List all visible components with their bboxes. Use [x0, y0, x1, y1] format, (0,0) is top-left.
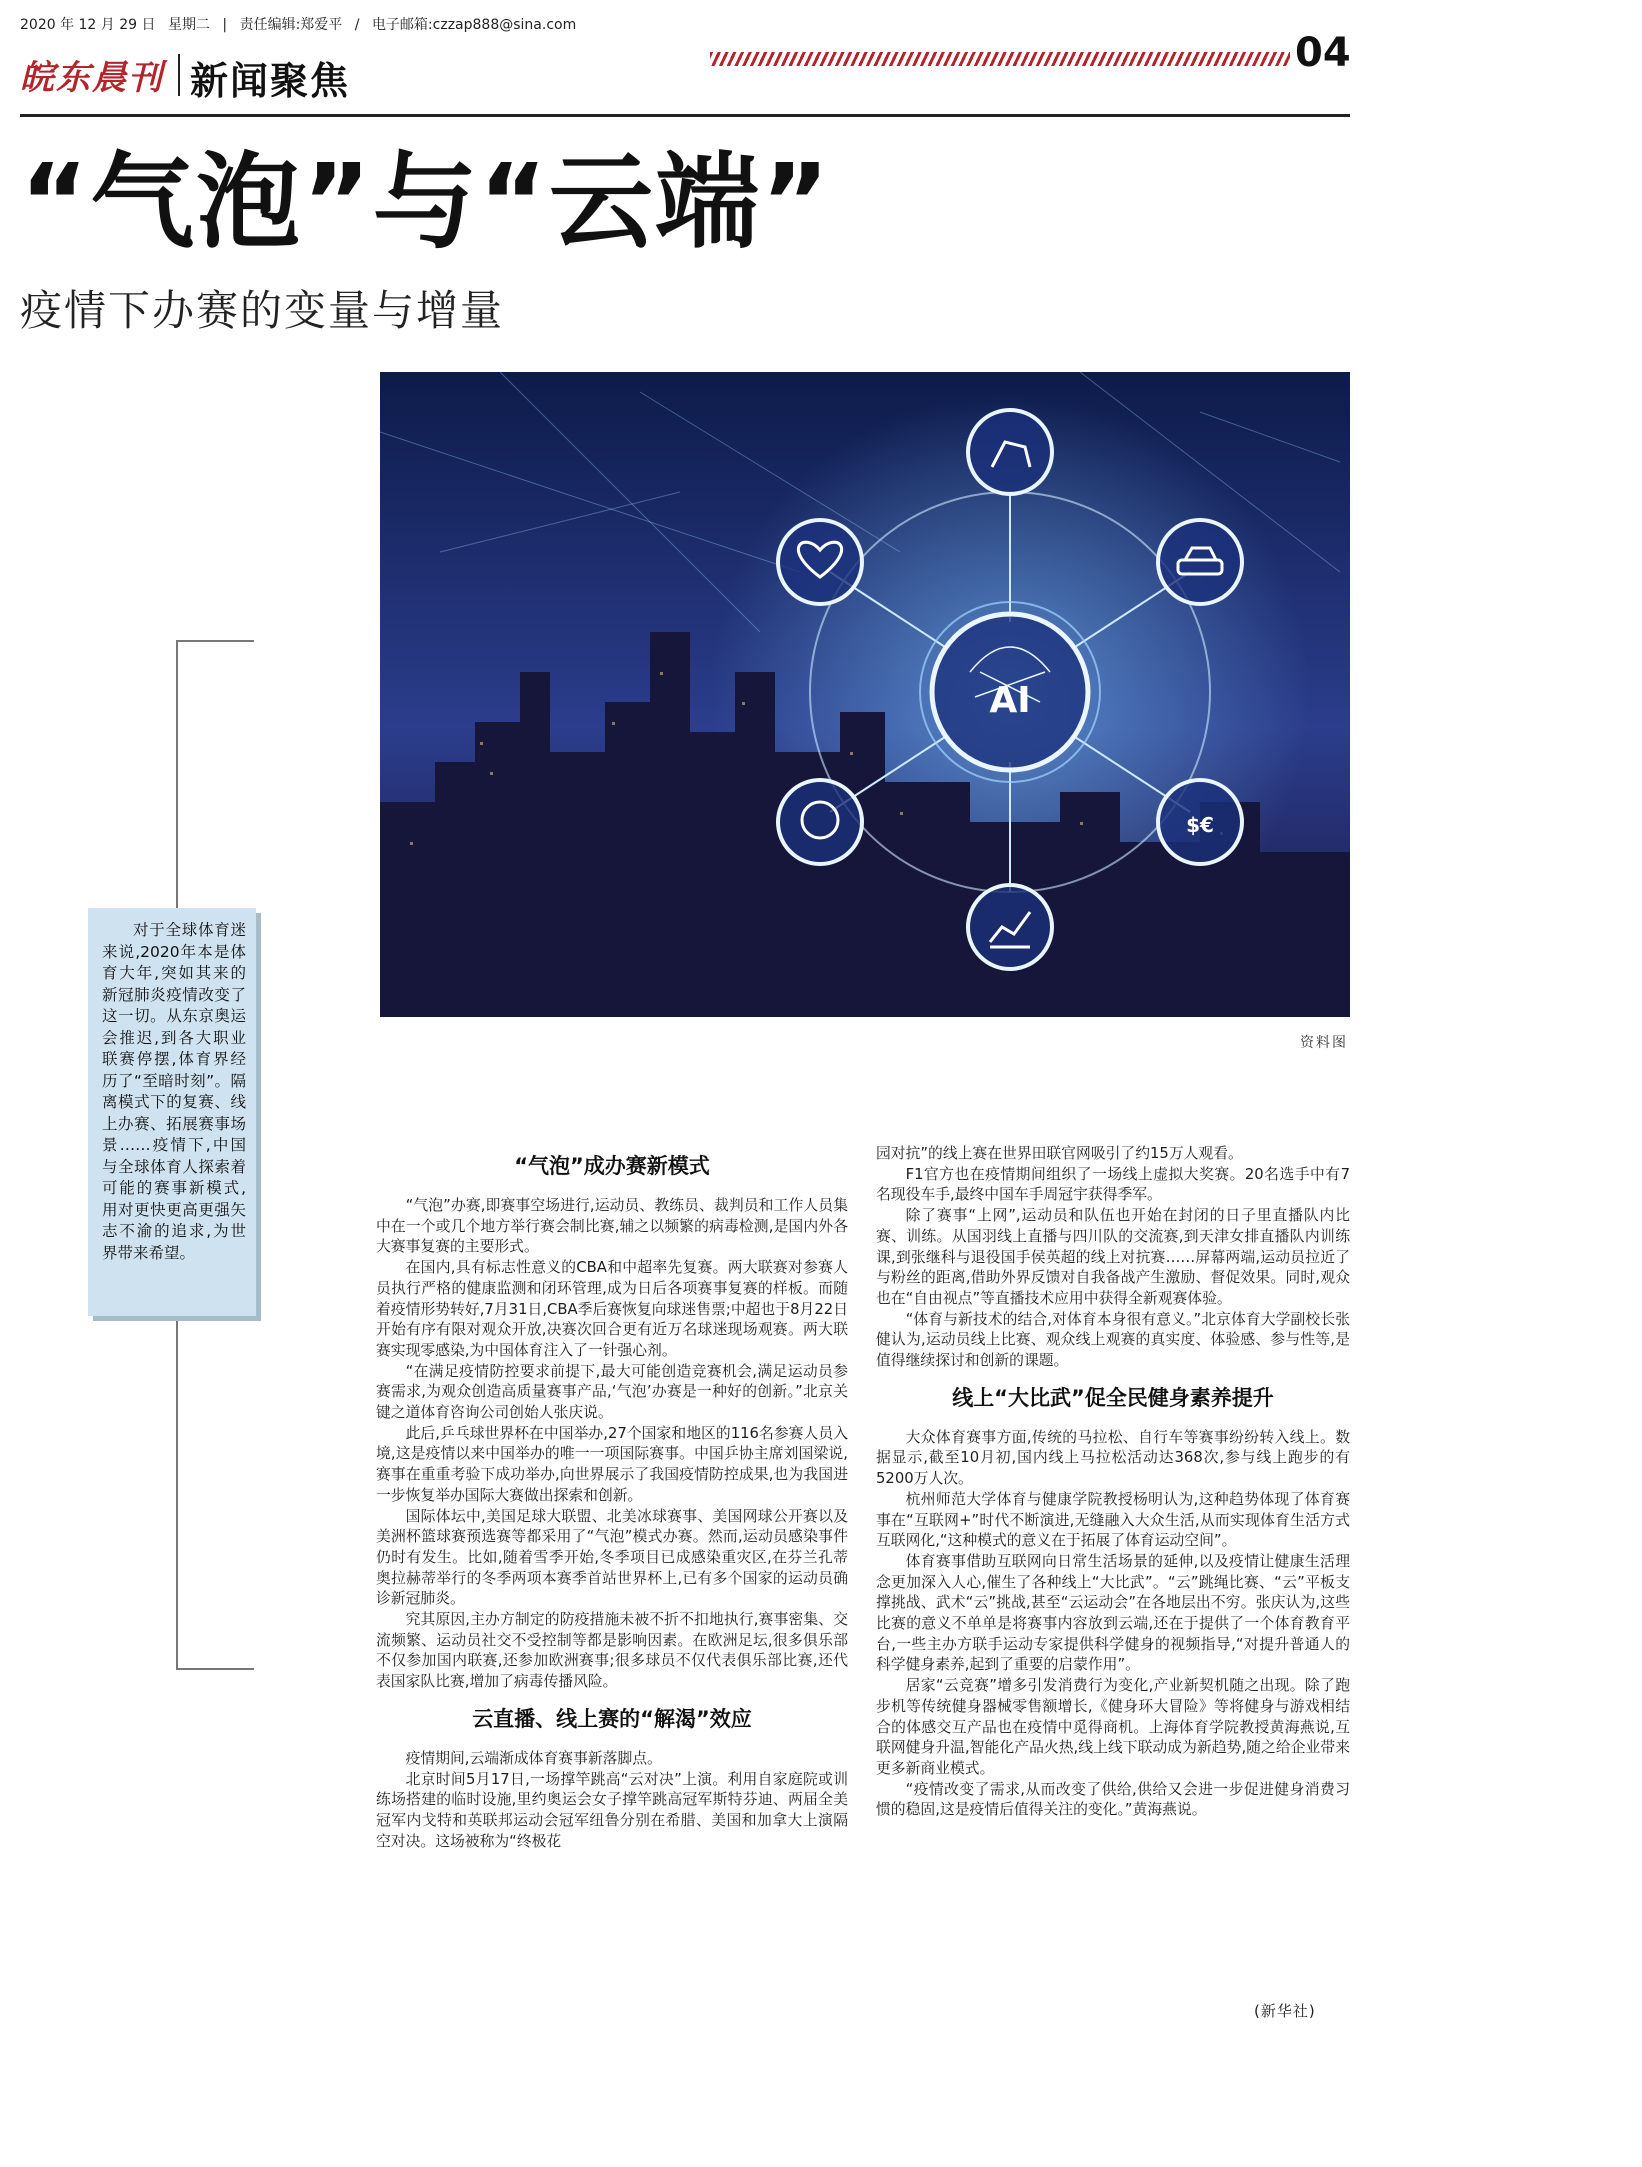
page-subheadline: 疫情下办赛的变量与增量 [20, 286, 505, 335]
header-rule [20, 114, 1350, 117]
decorative-stripe [710, 52, 1290, 66]
issue-date: 2020 年 12 月 29 日 [20, 17, 156, 33]
masthead-info: 2020 年 12 月 29 日 星期二 | 责任编辑:郑爱平 / 电子邮箱:czzap888@sina.com [20, 17, 577, 33]
article-paragraph: 除了赛事“上网”,运动员和队伍也开始在封闭的日子里直播队内比赛、训练。从国羽线上直播与四川队的交流赛,到天津女排直播队内训练课,到张继科与退役国手侯英超的线上对抗赛……屏幕两端,运动员拉近了与粉丝的距离,借助外界反馈对自我备战产生激励、督促效果。同时,观众也在“自由视点”等直播技术应用中获得全新观赛体验。 [876, 1207, 1350, 1307]
article-paragraph: “疫情改变了需求,从而改变了供给,供给又会进一步促进健身消费习惯的稳固,这是疫情后值得关注的变化。”黄海燕说。 [876, 1780, 1350, 1819]
editor-email: 电子邮箱:czzap888@sina.com [371, 17, 577, 33]
lead-summary-text: 对于全球体育迷来说,2020年本是体育大年,突如其来的新冠肺炎疫情改变了这一切。从东京奥运会推迟,到各大职业联赛停摆,体育界经历了“至暗时刻”。隔离模式下的复赛、线上办赛、拓展赛事场景……疫情下,中国与全球体育人探索着可能的赛事新模式,用对更快更高更强矢志不渝的追求,为世界带来希望。 [102, 921, 246, 1262]
article-signoff: (新华社) [1254, 2002, 1316, 2020]
article-paragraph: 疫情期间,云端渐成体育赛事新落脚点。 [405, 1749, 662, 1767]
article-paragraph: 居家“云竞赛”增多引发消费行为变化,产业新契机随之出现。除了跑步机等传统健身器械零售额增长,《健身环大冒险》等将健身与游戏相结合的体感交互产品也在疫情中觅得商机。上海体育学院教授黄海燕说,互联网健身升温,智能化产品火热,线上线下联动成为新趋势,随之给企业带来更多新商业模式。 [876, 1677, 1350, 1777]
section-heading-online: 线上“大比武”促全民健身素养提升 [952, 1385, 1274, 1410]
robot-arm-icon [968, 410, 1052, 494]
article-paragraph: 在国内,具有标志性意义的CBA和中超率先复赛。两大联赛对参赛人员执行严格的健康监测和闭环管理,成为日后各项赛事复赛的样板。而随着疫情形势转好,7月31日,CBA季后赛恢复向球迷售票;中超也于8月22日开始有序有限对观众开放,决赛次回合更有近万名球迷现场观赛。两大联赛实现零感染,为中国体育注入了一针强心剂。 [376, 1259, 848, 1359]
article-column-1 [376, 1150, 848, 1852]
ai-face-icon [778, 780, 862, 864]
issue-weekday: 星期二 [167, 17, 210, 33]
feature-photo [380, 372, 1350, 1017]
article-paragraph: 究其原因,主办方制定的防疫措施未被不折不扣地执行,赛事密集、交流频繁、运动员社交不受控制等都是影响因素。在欧洲足坛,很多俱乐部不仅参加国内联赛,还参加欧洲赛事;很多球员不仅代表俱乐部比赛,还代表国家队比赛,增加了病毒传播风险。 [376, 1611, 848, 1691]
article-paragraph: 杭州师范大学体育与健康学院教授杨明认为,这种趋势体现了体育赛事在“互联网+”时代不断演进,无缝融入大众生活,从而实现体育生活方式互联网化,“这种模式的意义在于拓展了体育运动空间”。 [876, 1490, 1350, 1550]
article-paragraph: 此后,乒乓球世界杯在中国举办,27个国家和地区的116名参赛人员入境,这是疫情以来中国举办的唯一一项国际赛事。中国乒协主席刘国梁说,赛事在重重考验下成功举办,向世界展示了我国疫情防控成果,也为我国进一步恢复举办国际大赛做出探索和创新。 [376, 1424, 848, 1504]
article-paragraph: F1官方也在疫情期间组织了一场线上虚拟大奖赛。20名选手中有7名现役车手,最终中国车手周冠宇获得季军。 [876, 1165, 1350, 1204]
article-column-2 [876, 1144, 1350, 1821]
article-paragraph: “在满足疫情防控要求前提下,最大可能创造竞赛机会,满足运动员参赛需求,为观众创造高质量赛事产品,‘气泡’办赛是一种好的创新。”北京关键之道体育咨询公司创始人张庆说。 [376, 1362, 848, 1422]
editor-credit: 责任编辑:郑爱平 [239, 17, 343, 33]
article-paragraph: 北京时间5月17日,一场撑竿跳高“云对决”上演。利用自家庭院或训练场搭建的临时设施,里约奥运会女子撑竿跳高冠军斯特芬迪、两届全美冠军内戈特和英联邦运动会冠军纽鲁分别在希腊、美国和加拿大上演隔空对决。这场被称为“终极花 [376, 1770, 848, 1850]
photo-credit: 资料图 [1300, 1035, 1348, 1051]
article-paragraph: 大众体育赛事方面,传统的马拉松、自行车等赛事纷纷转入线上。数据显示,截至10月初,国内线上马拉松活动达368次,参与线上跑步的有5200万人次。 [876, 1428, 1350, 1488]
masthead-divider [178, 54, 180, 96]
article-paragraph: 园对抗”的线上赛在世界田联官网吸引了约15万人观看。 [876, 1145, 1243, 1162]
section-heading-cloud: 云直播、线上赛的“解渴”效应 [472, 1706, 752, 1731]
lead-summary-box [88, 908, 256, 1316]
chart-icon [968, 885, 1052, 969]
page-headline: “气泡”与“云端” [20, 141, 832, 263]
page-number: 04 [1295, 30, 1351, 76]
article-paragraph: “气泡”办赛,即赛事空场进行,运动员、教练员、裁判员和工作人员集中在一个或几个地方举行赛会制比赛,辅之以频繁的病毒检测,是国内外各大赛事复赛的主要形式。 [376, 1197, 848, 1256]
article-paragraph: “体育与新技术的结合,对体育本身很有意义。”北京体育大学副校长张健认为,运动员线上比赛、观众线上观赛的真实度、体验感、参与性等,是值得继续探讨和创新的课题。 [876, 1310, 1350, 1370]
svg-text:$€: $€ [1186, 813, 1214, 837]
car-icon [1158, 520, 1242, 604]
heart-health-icon [778, 520, 862, 604]
ai-hub-label: AI [989, 680, 1031, 721]
article-paragraph: 国际体坛中,美国足球大联盟、北美冰球赛事、美国网球公开赛以及美洲杯篮球赛预选赛等都采用了“气泡”模式办赛。然而,运动员感染事件仍时有发生。比如,随着雪季开始,冬季项目已成感染重灾区,在芬兰孔蒂奥拉赫蒂举行的冬季两项本赛季首站世界杯上,已有多个国家的运动员确诊新冠肺炎。 [376, 1507, 848, 1608]
newspaper-logo: 皖东晨刊 [20, 58, 164, 98]
article-paragraph: 体育赛事借助互联网向日常生活场景的延伸,以及疫情让健康生活理念更加深入人心,催生了各种线上“大比武”。“云”跳绳比赛、“云”平板支撑挑战、武术“云”挑战,甚至“云运动会”在各地层出不穷。张庆认为,这些比赛的意义不单单是将赛事内容放到云端,还在于提供了一个体育教育平台,一些主办方联手运动专家提供科学健身的视频指导,“对提升普通人的科学健身素养,起到了重要的启蒙作用”。 [876, 1552, 1350, 1674]
ai-city-illustration [380, 372, 1350, 1017]
section-title: 新闻聚焦 [190, 59, 351, 103]
ai-hub-icon [920, 602, 1100, 782]
section-heading-bubble: “气泡”成办赛新模式 [514, 1154, 710, 1178]
